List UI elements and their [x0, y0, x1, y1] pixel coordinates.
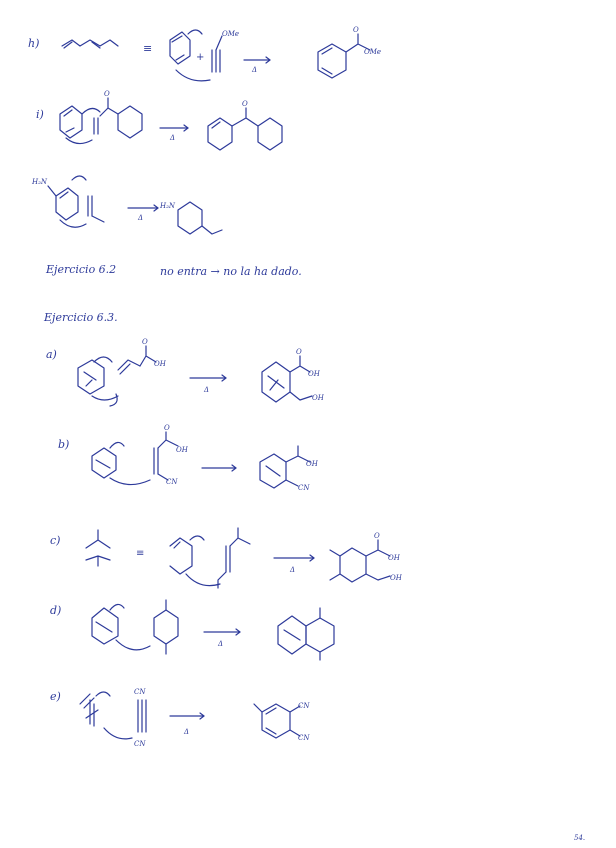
product-ring-h-double — [322, 48, 332, 74]
quinone-d — [154, 610, 178, 644]
ketone-i — [100, 98, 118, 116]
arrow-electron-h1 — [188, 30, 202, 34]
diene-b — [92, 448, 116, 478]
plus-sign-h: + — [196, 52, 205, 63]
oh-label-c: OH — [388, 554, 400, 562]
cyclohexane-product-i — [258, 118, 282, 150]
arrow-electron-c1 — [190, 536, 204, 540]
delta-c: Δ — [290, 566, 296, 574]
product-ring-e-double — [266, 708, 276, 734]
acid-group-c — [230, 528, 250, 546]
acid-product-a — [290, 356, 310, 372]
arrow-electron-a1 — [94, 357, 112, 362]
h2n-label: H₂N — [32, 178, 48, 186]
product-quinone-d — [306, 618, 334, 652]
label-i: i) — [36, 108, 44, 121]
product-a-tail — [290, 392, 312, 400]
ejercicio-6-2-title: Ejercicio 6.2 — [46, 263, 117, 276]
cn-label-e4: CN — [298, 734, 310, 742]
arrow-electron-i2 — [66, 138, 92, 144]
alkyne-triple — [212, 50, 220, 72]
h2n-product-label: H₂N — [160, 202, 176, 210]
diene-bridge-d — [96, 622, 112, 632]
arrow-electron-amine2 — [60, 220, 86, 227]
oh-label-a3: OH — [312, 394, 324, 402]
arrow-electron-d1 — [110, 604, 124, 610]
diene-cis-c-double — [174, 542, 180, 548]
ome2-label: OMe — [364, 48, 382, 56]
arrow-electron-e2 — [104, 728, 132, 739]
ester-c-bottom — [218, 572, 226, 588]
product-ring-amine — [178, 202, 202, 234]
diene-e — [80, 694, 98, 726]
product-amine-tail — [202, 226, 222, 234]
product-ring-h — [318, 44, 346, 78]
arrow-electron-a2 — [92, 396, 118, 400]
diene-d — [92, 608, 118, 644]
diene-ring-i-double — [64, 110, 74, 132]
label-d: d) — [50, 604, 62, 617]
delta-i: Δ — [170, 134, 176, 142]
oh-label-c2: OH — [390, 574, 402, 582]
delta-h: Δ — [252, 66, 258, 74]
cn-label-b2: CN — [298, 484, 310, 492]
diene-bridge-a — [84, 372, 96, 386]
equiv-sign: ≡ — [143, 42, 153, 55]
arrow-electron-d2 — [116, 640, 150, 650]
arrow-electron-e1 — [96, 692, 110, 696]
cn-label-e: CN — [134, 688, 146, 696]
diene-cis-double — [172, 36, 184, 60]
product-bridge-a — [268, 376, 284, 390]
label-c: c) — [50, 534, 61, 547]
ester-product-c-tail — [366, 574, 390, 580]
arrow-electron-h2 — [176, 70, 210, 81]
o-label-c: O — [374, 532, 380, 540]
cn-label-e2: CN — [134, 740, 146, 748]
label-e: e) — [50, 690, 61, 703]
diene-c — [86, 530, 110, 566]
amine-bond — [48, 186, 56, 196]
o-label-i: O — [104, 90, 110, 98]
acid-group-b — [158, 432, 178, 448]
delta-a: Δ — [204, 386, 210, 394]
delta-e: Δ — [184, 728, 190, 736]
label-a: a) — [46, 348, 57, 361]
page-number: 54. — [574, 834, 586, 842]
ester-a-bottom — [110, 394, 117, 406]
ketone-product-i — [232, 108, 258, 126]
oh-label-a: OH — [154, 360, 166, 368]
acid-product-c — [366, 540, 390, 556]
methyl-amine — [92, 216, 104, 222]
product-bridge-d — [284, 630, 300, 640]
alkyne-triple-e — [138, 700, 146, 732]
dienophile-amine — [88, 196, 92, 216]
dienophile-b — [154, 448, 158, 474]
delta-amine: Δ — [138, 214, 144, 222]
o-label-h: O — [353, 26, 359, 34]
diene-cis-c — [170, 538, 192, 574]
ejercicio-6-3-title: Ejercicio 6.3. — [44, 311, 118, 324]
equiv-sign-c: ≡ — [136, 548, 145, 559]
dienophile-i — [94, 118, 98, 134]
product-e-methyl — [254, 704, 262, 712]
product-ring-c — [340, 548, 366, 582]
ome-label: OMe — [222, 30, 240, 38]
label-h: h) — [28, 37, 40, 50]
o-label-a2: O — [296, 348, 302, 356]
o-label-a: O — [142, 338, 148, 346]
product-ring-i — [208, 118, 232, 150]
arrow-electron-b1 — [110, 442, 124, 448]
oh-label-a2: OH — [308, 370, 320, 378]
arrow-electron-amine1 — [72, 176, 86, 180]
ester-bond — [216, 36, 222, 50]
oh-label-b2: OH — [306, 460, 318, 468]
delta-d: Δ — [218, 640, 224, 648]
ejercicio-6-2-note: no entra → no la ha dado. — [160, 265, 302, 278]
dienophile-a — [118, 360, 140, 374]
arrow-electron-i1 — [82, 108, 100, 114]
label-b: b) — [58, 438, 70, 451]
cn-label-e3: CN — [298, 702, 310, 710]
diene-bridge-b — [96, 460, 110, 468]
dienophile-c — [226, 546, 230, 572]
o-label-i2: O — [242, 100, 248, 108]
arrow-electron-c2 — [186, 574, 220, 586]
oh-label-b: OH — [176, 446, 188, 454]
o-label-b: O — [164, 424, 170, 432]
arrow-electron-b2 — [110, 478, 150, 485]
product-bridge-b — [266, 466, 280, 476]
cyclohexane-i — [118, 106, 142, 138]
cn-product-bond-b — [286, 480, 298, 486]
product-c-methyls — [330, 550, 340, 580]
cn-label-b: CN — [166, 478, 178, 486]
product-ring-e — [262, 704, 290, 738]
